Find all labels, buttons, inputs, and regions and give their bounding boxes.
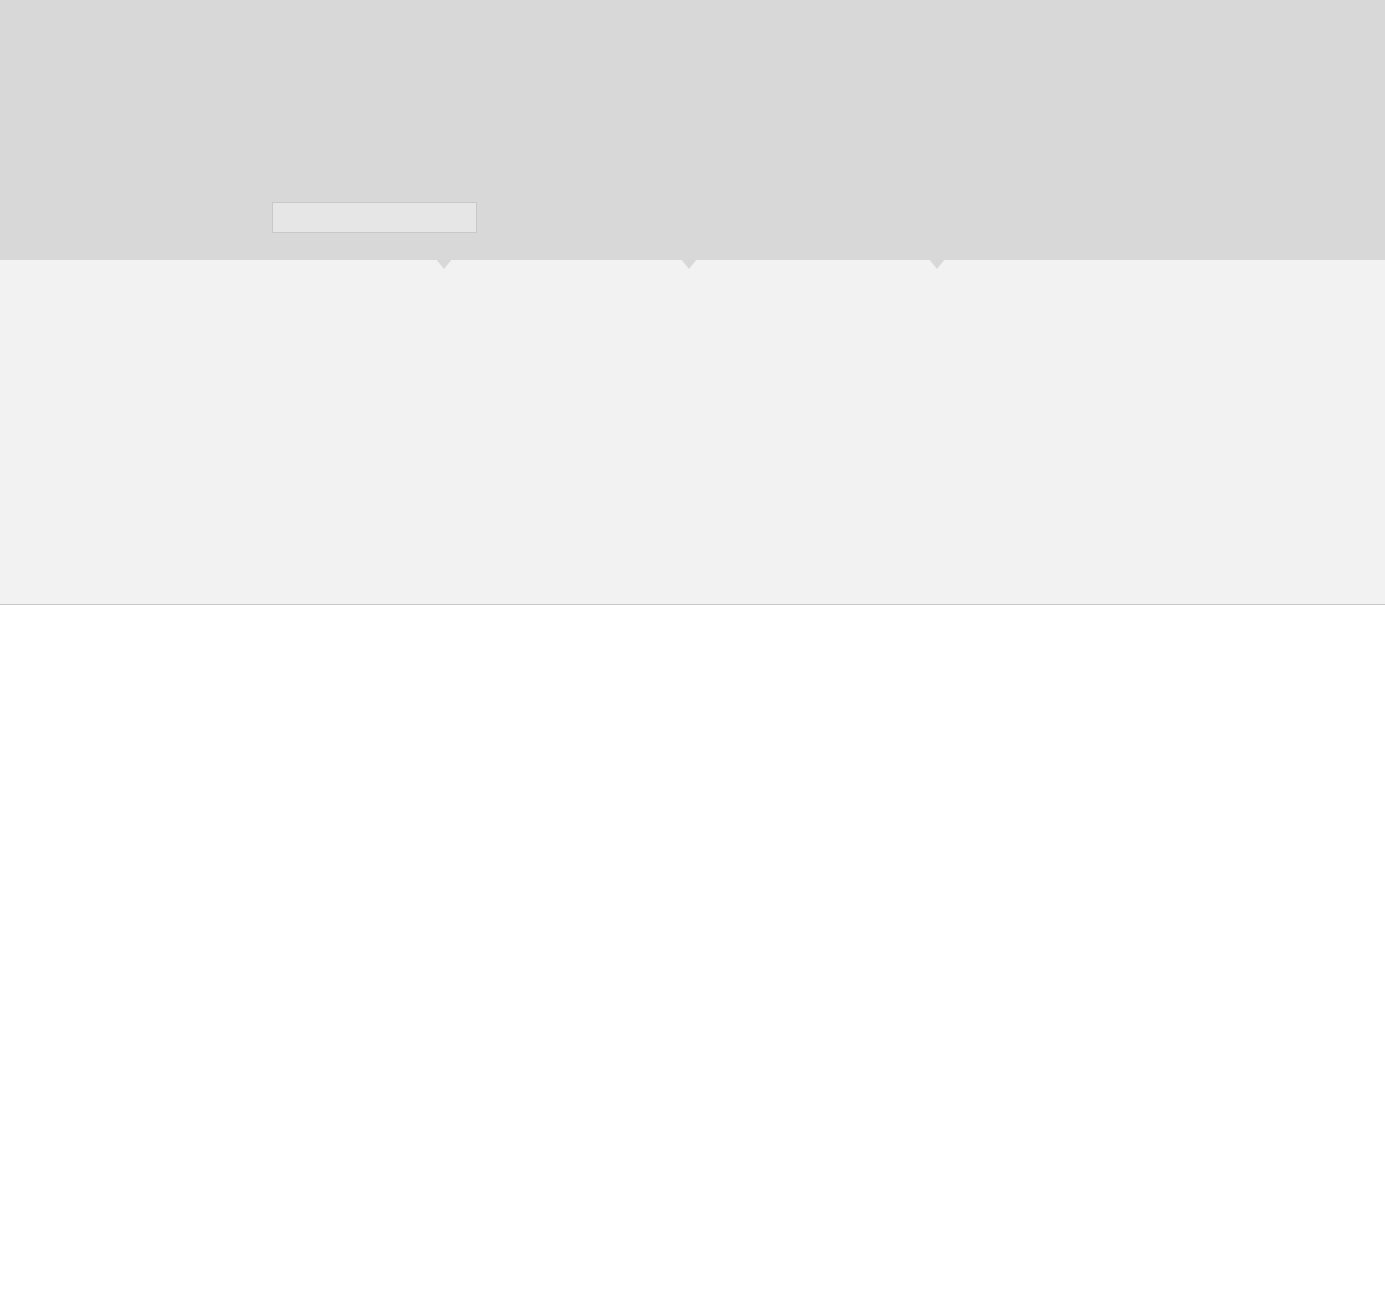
search-input[interactable] — [272, 202, 477, 233]
results-list — [0, 260, 1385, 605]
divider-notch — [929, 260, 945, 269]
category-panel — [0, 0, 1385, 260]
divider-notch — [436, 260, 452, 269]
divider-notch — [681, 260, 697, 269]
